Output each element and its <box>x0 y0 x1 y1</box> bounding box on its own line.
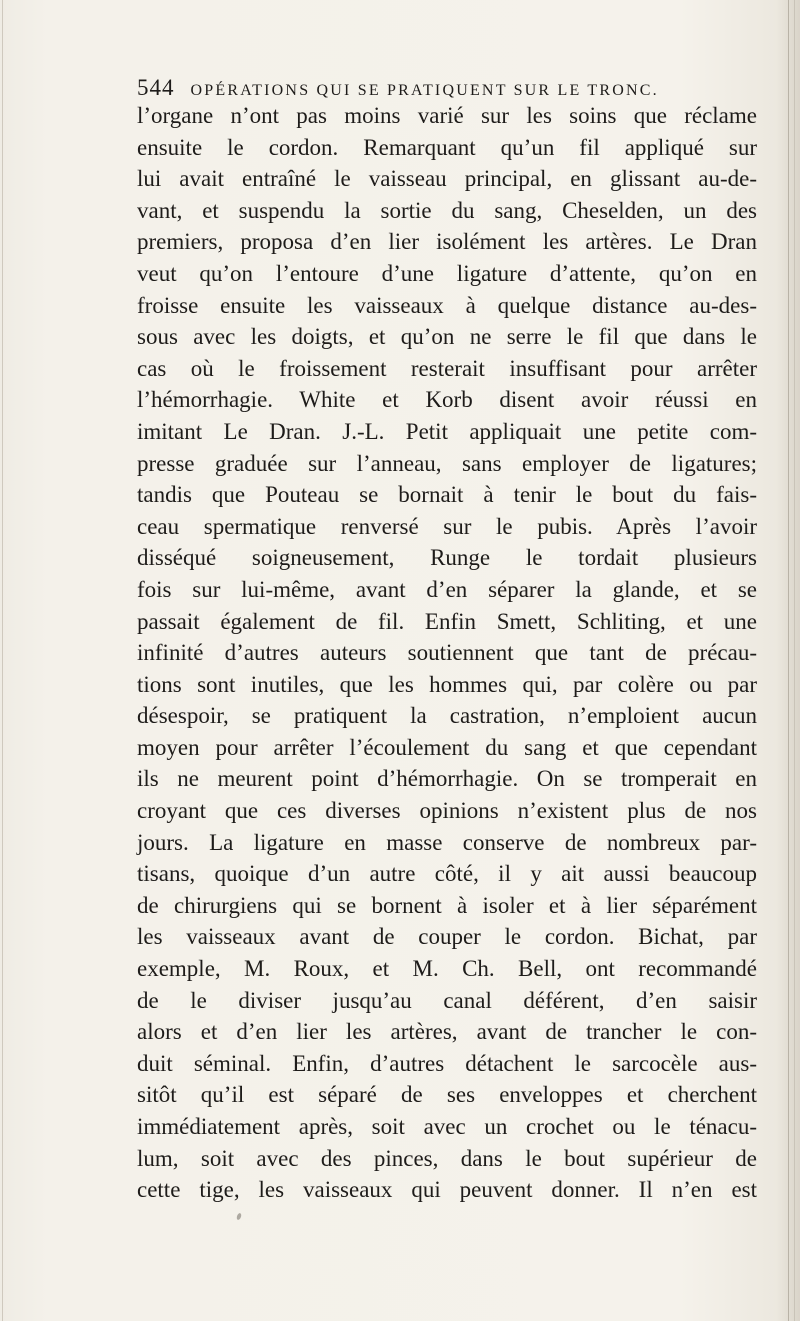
running-head: OPÉRATIONS QUI SE PRATIQUENT SUR LE TRONC. <box>190 82 659 99</box>
text-line: disséqué soigneusement, Runge le tordait plusieurs <box>137 545 757 571</box>
body-text <box>137 100 757 1206</box>
text-line: ensuite le cordon. Remarquant qu’un fil appliqué sur <box>137 134 757 160</box>
text-line: l’hémorrhagie. White et Korb disent avoir réussi en <box>137 387 757 413</box>
text-line: exemple, M. Roux, et M. Ch. Bell, ont recommandé <box>137 956 757 982</box>
ink-speck <box>236 1213 242 1221</box>
text-line: fois sur lui-même, avant d’en séparer la glande, et se <box>137 576 757 602</box>
text-line: les vaisseaux avant de couper le cordon. Bichat, par <box>137 924 757 950</box>
text-line: croyant que ces diverses opinions n’existent plus de nos <box>137 798 757 824</box>
text-line: infinité d’autres auteurs soutiennent que tant de précau- <box>137 640 757 666</box>
text-line: alors et d’en lier les artères, avant de trancher le con- <box>137 1019 757 1045</box>
text-line: tions sont inutiles, que les hommes qui, par colère ou par <box>137 671 757 697</box>
text-line: presse graduée sur l’anneau, sans employer de ligatures; <box>137 450 757 476</box>
text-line: premiers, proposa d’en lier isolément les artères. Le Dran <box>137 229 757 255</box>
text-line: sous avec les doigts, et qu’on ne serre le fil que dans le <box>137 324 757 350</box>
page-right-edge <box>788 0 789 1321</box>
page-left-edge <box>2 0 3 1321</box>
text-line: veut qu’on l’entoure d’une ligature d’attente, qu’on en <box>137 260 757 286</box>
text-line: désespoir, se pratiquent la castration, n’emploient aucun <box>137 703 757 729</box>
text-line: immédiatement après, soit avec un crochet ou le ténacu- <box>137 1114 757 1139</box>
text-line: duit séminal. Enfin, d’autres détachent le sarcocèle aus- <box>137 1050 757 1076</box>
text-line: l’organe n’ont pas moins varié sur les soins que réclame <box>137 103 757 128</box>
text-line: sitôt qu’il est séparé de ses enveloppes et cherchent <box>137 1082 757 1108</box>
text-line: froisse ensuite les vaisseaux à quelque distance au-des- <box>137 292 757 318</box>
text-line: tandis que Pouteau se bornait à tenir le bout du fais- <box>137 482 757 508</box>
text-line: de le diviser jusqu’au canal déférent, d’en saisir <box>137 987 757 1013</box>
page-binding-edge <box>794 0 795 1321</box>
text-line: de chirurgiens qui se bornent à isoler et à lier séparément <box>137 892 757 918</box>
text-line: cas où le froissement resterait insuffisant pour arrêter <box>137 355 757 381</box>
text-line: lui avait entraîné le vaisseau principal, en glissant au-de- <box>137 166 757 192</box>
text-line: ceau spermatique renversé sur le pubis. Après l’avoir <box>137 513 757 539</box>
text-line: vant, et suspendu la sortie du sang, Cheselden, un des <box>137 197 757 223</box>
text-line: jours. La ligature en masse conserve de nombreux par- <box>137 829 757 855</box>
text-line: moyen pour arrêter l’écoulement du sang et que cependant <box>137 734 757 760</box>
text-line: ils ne meurent point d’hémorrhagie. On se tromperait en <box>137 766 757 792</box>
text-line: imitant Le Dran. J.-L. Petit appliquait une petite com- <box>137 418 757 444</box>
text-line: tisans, quoique d’un autre côté, il y ait aussi beaucoup <box>137 861 757 887</box>
text-line: passait également de fil. Enfin Smett, Schliting, et une <box>137 608 757 634</box>
text-line: cette tige, les vaisseaux qui peuvent donner. Il n’en est <box>137 1177 757 1203</box>
page-number: 544 <box>137 75 175 100</box>
text-line: lum, soit avec des pinces, dans le bout supérieur de <box>137 1145 757 1171</box>
